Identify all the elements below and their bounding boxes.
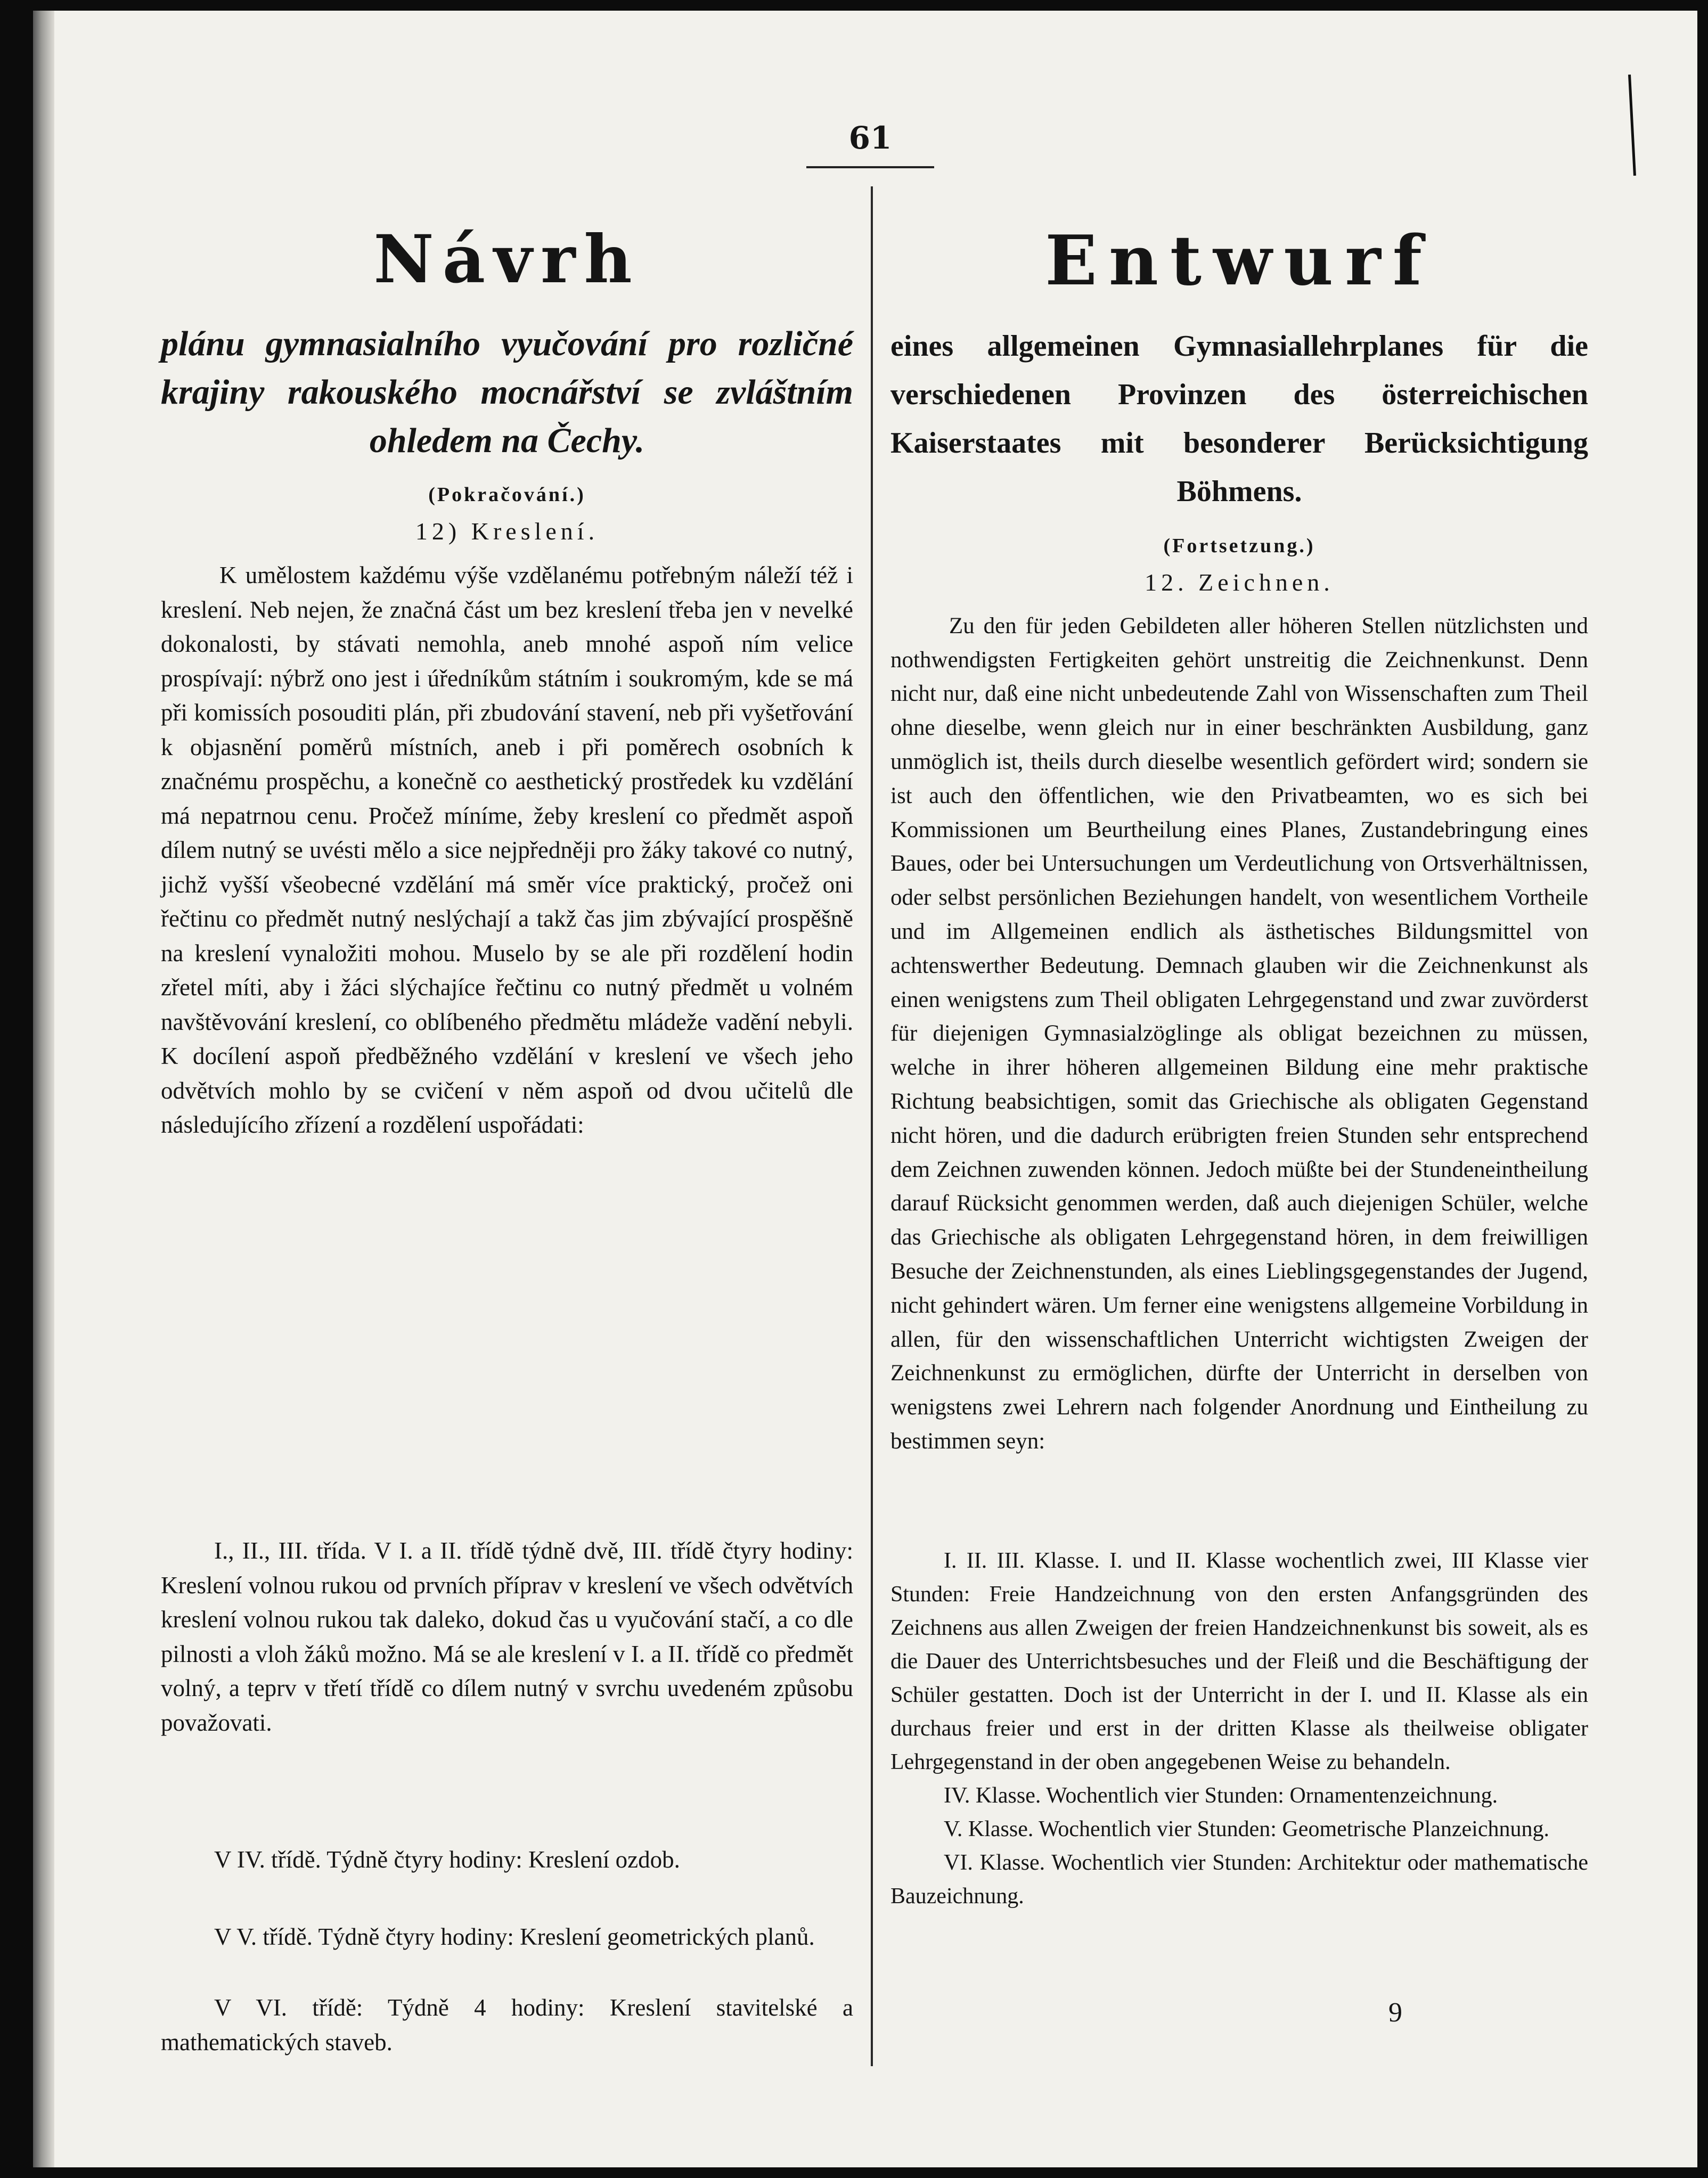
german-section-heading: 12. Zeichnen. — [1145, 568, 1334, 596]
page-number: 61 — [848, 120, 892, 156]
german-body-paragraph: Zu den für jeden Gebildeten aller höheren Stellen nützlichsten und nothwendigsten Fertigkeiten gehört unstreitig die Zeichnenkunst. Denn nicht nur, daß eine nicht unbedeutende Zahl von Wissenschaften zum Theil ohne dieselbe, wenn gleich nur in einer beschränkten Ausbildung, ganz unmöglich ist, theils durch dieselbe wesentlich gefördert wird; sondern sie ist auch den öffentlichen, wie den Privatbeamten, wo es sich bei Kommissionen um Beurtheilung eines Planes, Zustandebringung eines Baues, oder bei Untersuchungen um Verdeutlichung von Ortsverhältnissen, oder selbst persönlichen Beziehungen handelt, von wesentlichem Vortheile und im Allgemeinen endlich als ästhetisches Bildungsmittel von achtenswerther Bedeutung. Demnach glauben wir die Zeichnenkunst als einen wenigstens zum Theil obligaten Lehrgegenstand und zwar zuvörderst für diejenigen Gymnasialzöglinge als obligat bezeichnen zu müssen, welche in ihrer höheren allgemeinen Bildung eine mehr praktische Richtung beabsichtigen, somit das Griechische als obligaten Gegenstand nicht hören, und die dadurch erübrigten freien Stunden sehr entsprechend dem Zeichnen zuwenden können. Jedoch müßte bei der Stundeneintheilung darauf Rücksicht genommen werden, daß auch diejenigen Schüler, welche das Griechische als obligaten Lehrgegenstand hören, in dem freiwilligen Besuche der Zeichnenstunden, als eines Lieblingsgegenstandes der Jugend, nicht gehindert wären. Um ferner eine wenigstens allgemeine Vorbildung in allen, für den wissenschaftlichen Unterricht wichtigsten Zweigen der Zeichnenkunst zu ermöglichen, dürfte der Unterricht in derselben von wenigstens zwei Lehrern nach folgender Anordnung und Eintheilung zu bestimmen seyn: — [890, 613, 1588, 1454]
book-page — [33, 11, 1697, 2167]
czech-class-5: V V. třídě. Týdně čtyry hodiny: Kreslení geometrických planů. — [214, 1923, 815, 1950]
czech-class-4-block — [161, 1843, 853, 1877]
ink-mark — [1628, 75, 1636, 176]
page-number-rule — [806, 166, 934, 168]
czech-subtitle: plánu gymnasialního vyučování pro rozličné krajiny rakouského mocnářství se zvláštním ohledem na Čechy. — [161, 324, 853, 461]
czech-column — [161, 221, 853, 1142]
german-class-1-3: I. II. III. Klasse. I. und II. Klasse wochentlich zwei, III Klasse vier Stunden: Freie Handzeichnung von den ersten Anfangsgründen des Zeichnens aus allen Zweigen der freien Handzeichnenkunst bis soweit, als es die Dauer des Unterrichtsbesuches und der Fleiß und die Beschäftigung der Schüler gestatten. Doch ist der Unterricht in der I. und II. Klasse als ein durchaus freier und erst in der dritten Klasse als theilweise obligater Lehrgegenstand in der oben angegebenen Weise zu behandeln. — [890, 1549, 1588, 1774]
german-class-4: IV. Klasse. Wochentlich vier Stunden: Ornamentenzeichnung. — [944, 1783, 1498, 1808]
german-column — [890, 221, 1588, 1459]
czech-body-paragraph: K umělostem každému výše vzdělanému potřebným náleží též i kreslení. Neb nejen, že značná část um bez kreslení třeba jen v nevelké dokonalosti, by stávati nemohla, aneb mnohé aspoň ním velice prospívají: nýbrž ono jest i úředníkům státním i soukromým, kde se má při komissích posouditi plán, při zbudování stavení, neb při vyšetřování k objasnění poměrů místních, aneb i při poměrech osobních k značnému prospěchu, a konečně co aesthetický prostředek ku vzdělání má nepatrnou cenu. Pročež míníme, žeby kreslení co předmět aspoň dílem nutný se uvésti mělo a sice nejpředněji pro žáky takové co nutný, jichž vyšší všeobecné vzdělání má směr více praktický, pročež oni řečtinu co předmět nutný neslýchají a takž čas jim zbývající prospěšně na kreslení vynaložiti mohou. Muselo by se ale při rozdělení hodin zřetel míti, aby i žáci slýchajíce řečtinu co nutný předmět u volném navštěvování kreslení, co oblíbeného předmětu mládeže vadění nebyli. K docílení aspoň předběžného vzdělání v kreslení ve všech jeho odvětvích mohlo by se cvičení v něm aspoň od dvou učitelů dle následujícího zřízení a rozdělení uspořádati: — [161, 562, 853, 1139]
german-class-schedule — [890, 1544, 1588, 1913]
column-divider — [871, 186, 873, 2066]
czech-class-5-block — [161, 1920, 853, 1954]
german-class-6: VI. Klasse. Wochentlich vier Stunden: Architektur oder mathematische Bauzeichnung. — [890, 1851, 1588, 1909]
czech-title: Návrh — [373, 221, 641, 298]
german-subtitle: eines allgemeinen Gymnasiallehrplanes für die verschiedenen Provinzen des österreichischen Kaiserstaates mit besonderer Berücksichtigung Böhmens. — [890, 329, 1588, 508]
book-spine-shadow — [33, 11, 54, 2167]
czech-class-6-block — [161, 1991, 853, 2059]
czech-class-6: V VI. třídě: Týdně 4 hodiny: Kreslení stavitelské a mathematických staveb. — [161, 1994, 853, 2056]
czech-class-schedule — [161, 1534, 853, 1740]
german-continuation-note: (Fortsetzung.) — [1163, 534, 1315, 557]
czech-section-heading: 12) Kreslení. — [415, 518, 599, 545]
czech-class-4: V IV. třídě. Týdně čtyry hodiny: Kreslení ozdob. — [214, 1846, 680, 1873]
german-class-5: V. Klasse. Wochentlich vier Stunden: Geometrische Planzeichnung. — [944, 1817, 1549, 1841]
signature-mark: 9 — [1388, 1997, 1402, 2028]
czech-class-1-3: I., II., III. třída. V I. a II. třídě týdně dvě, III. třídě čtyry hodiny: Kreslení volnou rukou od prvních příprav v kreslení ve všech odvětvích kreslení volnou rukou tak daleko, dokud čas u vyučování stačí, a co dle pilnosti a vloh žáků možno. Má se ale kreslení v I. a II. třídě co předmět volný, a teprv v třetí třídě co dílem nutný v svrchu uvedeném způsobu považovati. — [161, 1537, 853, 1736]
german-title: Entwurf — [1045, 221, 1434, 301]
czech-continuation-note: (Pokračování.) — [428, 484, 586, 506]
